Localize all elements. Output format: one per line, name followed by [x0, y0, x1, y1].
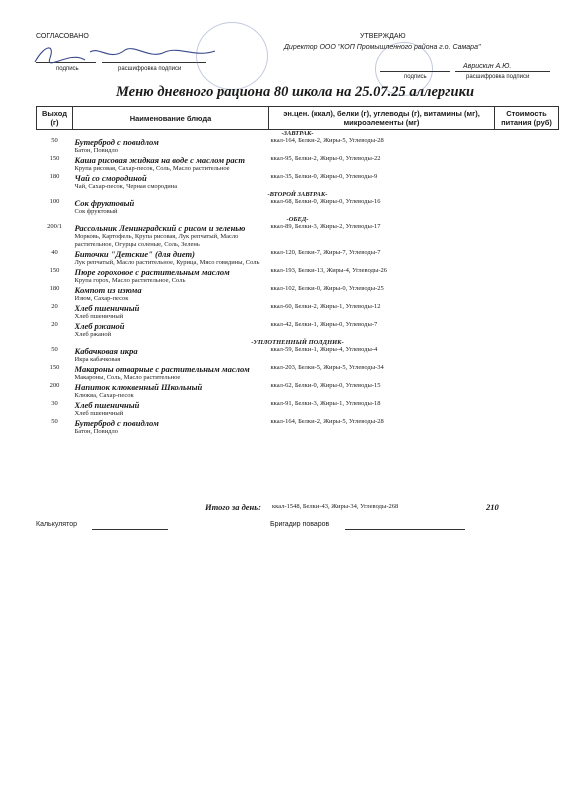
dish-ingredients: Крупа горох, Масло растительное, Соль — [74, 277, 186, 284]
dish-cell — [73, 249, 269, 267]
dish-cost — [495, 285, 559, 303]
dish-ingredients: Изюм, Сахар-песок — [74, 295, 129, 302]
dish-cell — [73, 173, 269, 191]
director-position: Директор ООО "КОП Промышленного района г.о. Самара" — [284, 44, 481, 51]
dish-yield: 180 — [49, 173, 60, 180]
dish-name: Биточки "Детские" (для диет) — [74, 249, 195, 259]
dish-cost — [495, 173, 559, 191]
menu-body — [37, 130, 559, 437]
dish-row — [37, 364, 559, 382]
stamp-seal — [196, 22, 268, 90]
dish-cost — [495, 321, 559, 339]
col-nutrition-header: эн.цен. (ккал), белки (г), углеводы (г), витамины (мг), микроэлементы (мг) — [269, 107, 495, 130]
section-row — [37, 216, 559, 223]
director-name: Аврискин А.Ю. — [463, 63, 512, 70]
dish-nutrition: ккал-203, Белки-5, Жиры-5, Углеводы-34 — [270, 364, 384, 371]
dish-ingredients: Крупа рисовая, Сахар-песок, Соль, Масло растительное — [74, 165, 230, 172]
dish-cost — [495, 137, 559, 155]
dish-yield: 30 — [51, 400, 58, 407]
menu-table — [36, 106, 559, 436]
dish-cell — [73, 198, 269, 216]
dish-cell — [73, 400, 269, 418]
total-label: Итого за день: — [205, 502, 261, 512]
dish-nutrition: ккал-42, Белки-1, Жиры-0, Углеводы-7 — [270, 321, 378, 328]
total-value: ккал-1548, Белки-43, Жиры-34, Углеводы-268 — [272, 503, 399, 510]
dish-cost — [495, 418, 559, 436]
dish-name: Хлеб пшеничный — [74, 303, 140, 313]
section-row — [37, 339, 559, 346]
dish-name: Напиток клюквенный Школьный — [74, 382, 203, 392]
dish-cell — [73, 285, 269, 303]
dish-row — [37, 155, 559, 173]
dish-name: Хлеб пшеничный — [74, 400, 140, 410]
dish-row — [37, 249, 559, 267]
dish-cell — [73, 418, 269, 436]
calculator-line — [92, 529, 168, 530]
dish-cell — [73, 364, 269, 382]
chef-line — [345, 529, 465, 530]
dish-ingredients: Лук репчатый, Масло растительное, Курица, Мясо говядины, Соль — [74, 259, 260, 266]
dish-yield: 50 — [51, 137, 58, 144]
section-title: -УПЛОТНЕННЫЙ ПОЛДНИК- — [251, 339, 344, 346]
dish-name: Сок фруктовый — [74, 198, 135, 208]
dish-cost — [495, 382, 559, 400]
dish-yield: 180 — [49, 285, 60, 292]
dish-ingredients: Батон, Повидло — [74, 428, 118, 435]
dish-ingredients: Чай, Сахар-песок, Черная смородина — [74, 183, 178, 190]
dish-cell — [73, 155, 269, 173]
dish-ingredients: Макароны, Соль, Масло растительное — [74, 374, 181, 381]
dish-cell — [73, 267, 269, 285]
dish-name: Хлеб ржаной — [74, 321, 125, 331]
dish-cost — [495, 249, 559, 267]
dish-ingredients: Батон, Повидло — [74, 147, 118, 154]
dish-cost — [495, 267, 559, 285]
table-header-row — [37, 107, 559, 130]
dish-cost — [495, 364, 559, 382]
dish-row — [37, 173, 559, 191]
dish-name: Пюре гороховое с растительным маслом — [74, 267, 230, 277]
approved-label: СОГЛАСОВАНО — [36, 33, 89, 40]
dish-nutrition: ккал-59, Белки-1, Жиры-4, Углеводы-4 — [270, 346, 378, 353]
dish-cell — [73, 303, 269, 321]
dish-ingredients: Хлеб ржаной — [74, 331, 112, 338]
page-title: Меню дневного рациона 80 школа на 25.07.25 аллергики — [115, 84, 475, 100]
section-title: -ВТОРОЙ ЗАВТРАК- — [267, 191, 328, 198]
dish-nutrition: ккал-102, Белки-0, Жиры-0, Углеводы-25 — [270, 285, 384, 292]
dish-name: Бутерброд с повидлом — [74, 137, 159, 147]
left-decode-caption: расшифровка подписи — [118, 66, 182, 72]
dish-name: Макароны отварные с растительным маслом — [74, 364, 250, 374]
dish-nutrition: ккал-89, Белки-3, Жиры-2, Углеводы-17 — [270, 223, 381, 230]
dish-nutrition: ккал-68, Белки-0, Жиры-0, Углеводы-16 — [270, 198, 381, 205]
chef-label: Бригадир поваров — [270, 521, 330, 528]
right-decode-line — [455, 71, 550, 72]
dish-name: Кабачковая икра — [74, 346, 138, 356]
right-decode-caption: расшифровка подписи — [466, 74, 530, 80]
dish-yield: 150 — [49, 155, 60, 162]
dish-row — [37, 418, 559, 436]
dish-yield: 20 — [51, 321, 58, 328]
dish-row — [37, 382, 559, 400]
dish-cost — [495, 155, 559, 173]
dish-ingredients: Хлеб пшеничный — [74, 410, 124, 417]
dish-name: Рассольник Ленинградский с рисом и зеленью — [74, 223, 246, 233]
dish-nutrition: ккал-164, Белки-2, Жиры-5, Углеводы-28 — [270, 137, 384, 144]
dish-name: Каша рисовая жидкая на воде с маслом раст — [74, 155, 246, 165]
dish-name: Чай со смородиной — [74, 173, 147, 183]
dish-cost — [495, 400, 559, 418]
right-sign-caption: подпись — [404, 74, 427, 80]
dish-nutrition: ккал-62, Белки-0, Жиры-0, Углеводы-15 — [270, 382, 381, 389]
dish-yield: 200 — [49, 382, 60, 389]
dish-ingredients: Клюква, Сахар-песок — [74, 392, 134, 399]
dish-cost — [495, 198, 559, 216]
dish-cost — [495, 346, 559, 364]
dish-yield: 20 — [51, 303, 58, 310]
dish-row — [37, 137, 559, 155]
dish-yield: 200/1 — [47, 223, 62, 230]
total-cost: 210 — [486, 502, 499, 512]
dish-row — [37, 267, 559, 285]
col-name-header: Наименование блюда — [73, 107, 269, 130]
dish-nutrition: ккал-35, Белки-0, Жиры-0, Углеводы-9 — [270, 173, 378, 180]
dish-row — [37, 400, 559, 418]
col-yield-header: Выход (г) — [37, 107, 73, 130]
dish-nutrition: ккал-60, Белки-2, Жиры-1, Углеводы-12 — [270, 303, 381, 310]
dish-ingredients: Сок фруктовый — [74, 208, 118, 215]
dish-cost — [495, 303, 559, 321]
dish-nutrition: ккал-95, Белки-2, Жиры-0, Углеводы-22 — [270, 155, 381, 162]
col-cost-header: Стоимость питания (руб) — [495, 107, 559, 130]
dish-nutrition: ккал-120, Белки-7, Жиры-7, Углеводы-7 — [270, 249, 381, 256]
dish-yield: 50 — [51, 346, 58, 353]
dish-row — [37, 223, 559, 249]
section-title: -ОБЕД- — [286, 216, 309, 223]
dish-nutrition: ккал-164, Белки-2, Жиры-5, Углеводы-28 — [270, 418, 384, 425]
dish-cell — [73, 137, 269, 155]
dish-cost — [495, 223, 559, 249]
dish-cell — [73, 223, 269, 249]
dish-yield: 150 — [49, 364, 60, 371]
dish-ingredients: Морковь, Картофель, Крупа рисовая, Лук репчатый, Масло растительное, Огурцы соленые, Соль, Зелень — [74, 233, 239, 248]
dish-ingredients: Икра кабачковая — [74, 356, 121, 363]
dish-row — [37, 198, 559, 216]
dish-cell — [73, 346, 269, 364]
right-sign-line — [380, 71, 450, 72]
dish-name: Бутерброд с повидлом — [74, 418, 159, 428]
dish-cell — [73, 382, 269, 400]
approve-label: УТВЕРЖДАЮ — [360, 33, 406, 40]
left-sign-caption: подпись — [56, 66, 79, 72]
dish-row — [37, 346, 559, 364]
dish-nutrition: ккал-193, Белки-13, Жиры-4, Углеводы-26 — [270, 267, 387, 274]
section-row — [37, 191, 559, 198]
dish-cell — [73, 321, 269, 339]
dish-nutrition: ккал-91, Белки-3, Жиры-1, Углеводы-18 — [270, 400, 381, 407]
dish-yield: 50 — [51, 418, 58, 425]
dish-yield: 100 — [49, 198, 60, 205]
calculator-label: Калькулятор — [36, 521, 77, 528]
section-row — [37, 130, 559, 138]
dish-row — [37, 321, 559, 339]
dish-row — [37, 285, 559, 303]
dish-yield: 150 — [49, 267, 60, 274]
dish-name: Компот из изюма — [74, 285, 142, 295]
dish-yield: 40 — [51, 249, 58, 256]
section-title: -ЗАВТРАК- — [281, 130, 314, 137]
dish-row — [37, 303, 559, 321]
dish-ingredients: Хлеб пшеничный — [74, 313, 124, 320]
